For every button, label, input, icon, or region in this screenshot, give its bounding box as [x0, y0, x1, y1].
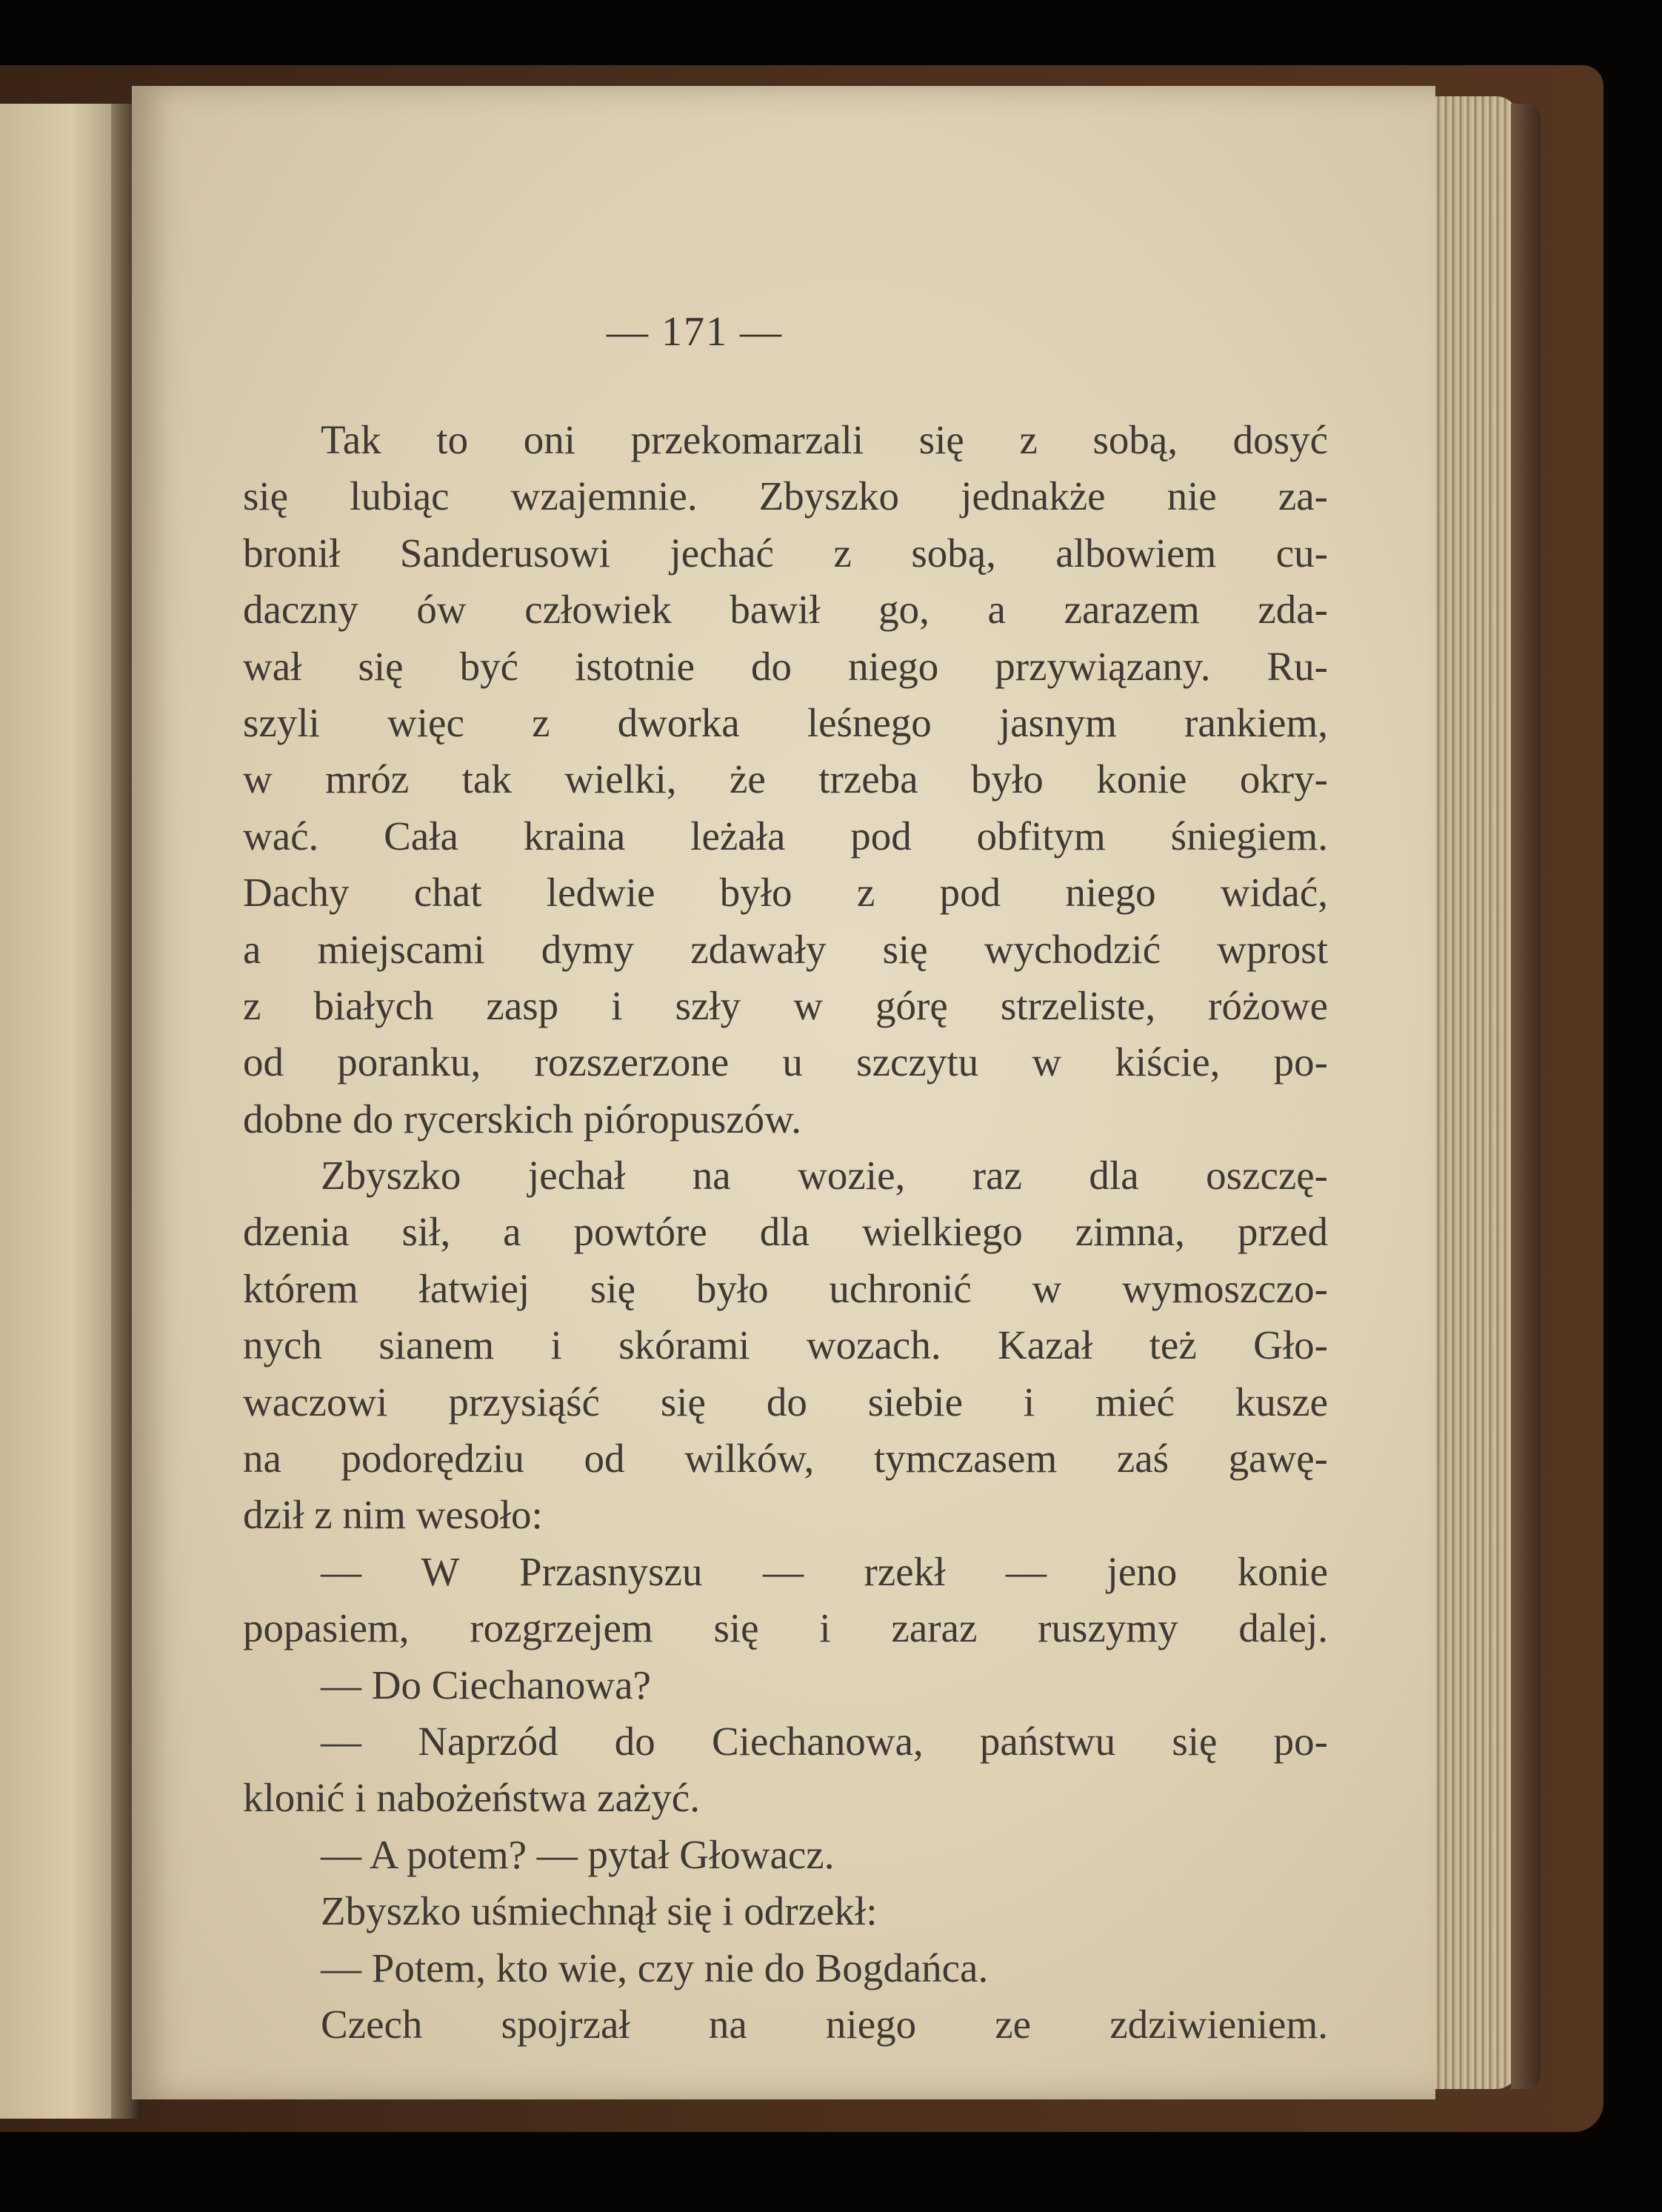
text-line: nych sianem i skórami wozach. Kazał też Gło- [243, 1322, 1328, 1368]
text-line: Czech spojrzał na niego ze zdziwieniem. [321, 2001, 1328, 2047]
text-line: wać. Cała kraina leżała pod obfitym śniegiem. [243, 813, 1328, 859]
text-line: od poranku, rozszerzone u szczytu w kiście, po- [243, 1039, 1328, 1085]
text-line: bronił Sanderusowi jechać z sobą, albowiem cu- [243, 530, 1328, 576]
text-line: — A potem? — pytał Głowacz. [321, 1831, 835, 1877]
text-line: Dachy chat ledwie było z pod niego widać, [243, 870, 1328, 916]
text-line: Tak to oni przekomarzali się z sobą, dosyć [321, 417, 1328, 462]
text-line: daczny ów człowiek bawił go, a zarazem zda- [243, 587, 1328, 633]
text-line: — W Przasnyszu — rzekł — jeno konie [321, 1548, 1328, 1594]
book-page [132, 86, 1435, 2099]
text-line: Zbyszko jechał na wozie, raz dla oszczę- [321, 1153, 1328, 1199]
text-line: którem łatwiej się było uchronić w wymoszczo- [243, 1265, 1328, 1311]
text-line: z białych zasp i szły w górę strzeliste, różowe [243, 982, 1328, 1028]
text-line: dził z nim wesoło: [243, 1492, 543, 1538]
text-line: — Potem, kto wie, czy nie do Bogdańca. [321, 1945, 989, 1991]
text-line: — Naprzód do Ciechanowa, państwu się po- [321, 1718, 1328, 1764]
text-line: na podorędziu od wilków, tymczasem zaś gawę- [243, 1436, 1328, 1482]
text-line: wał się być istotnie do niego przywiązany. Ru- [243, 643, 1328, 689]
page-edges [1433, 96, 1518, 2089]
text-line: popasiem, rozgrzejem się i zaraz ruszymy dalej. [243, 1605, 1328, 1651]
text-line: dobne do rycerskich pióropuszów. [243, 1096, 802, 1142]
text-line: szyli więc z dworka leśnego jasnym rankiem, [243, 699, 1328, 745]
text-line: waczowi przysiąść się do siebie i mieć kusze [243, 1379, 1328, 1425]
text-line: dzenia sił, a powtóre dla wielkiego zimna, przed [243, 1209, 1328, 1255]
text-line: się lubiąc wzajemnie. Zbyszko jednakże nie za- [243, 473, 1328, 519]
page-text [243, 412, 1328, 2053]
page-number: — 171 — [607, 309, 783, 355]
text-line: w mróz tak wielki, że trzeba było konie okry- [243, 756, 1328, 802]
text-line: klonić i nabożeństwa zażyć. [243, 1775, 700, 1821]
text-line: Zbyszko uśmiechnął się i odrzekł: [321, 1888, 878, 1934]
cover-edge [1511, 104, 1541, 2089]
text-line: a miejscami dymy zdawały się wychodzić wprost [243, 926, 1328, 972]
text-line: — Do Ciechanowa? [321, 1662, 651, 1708]
